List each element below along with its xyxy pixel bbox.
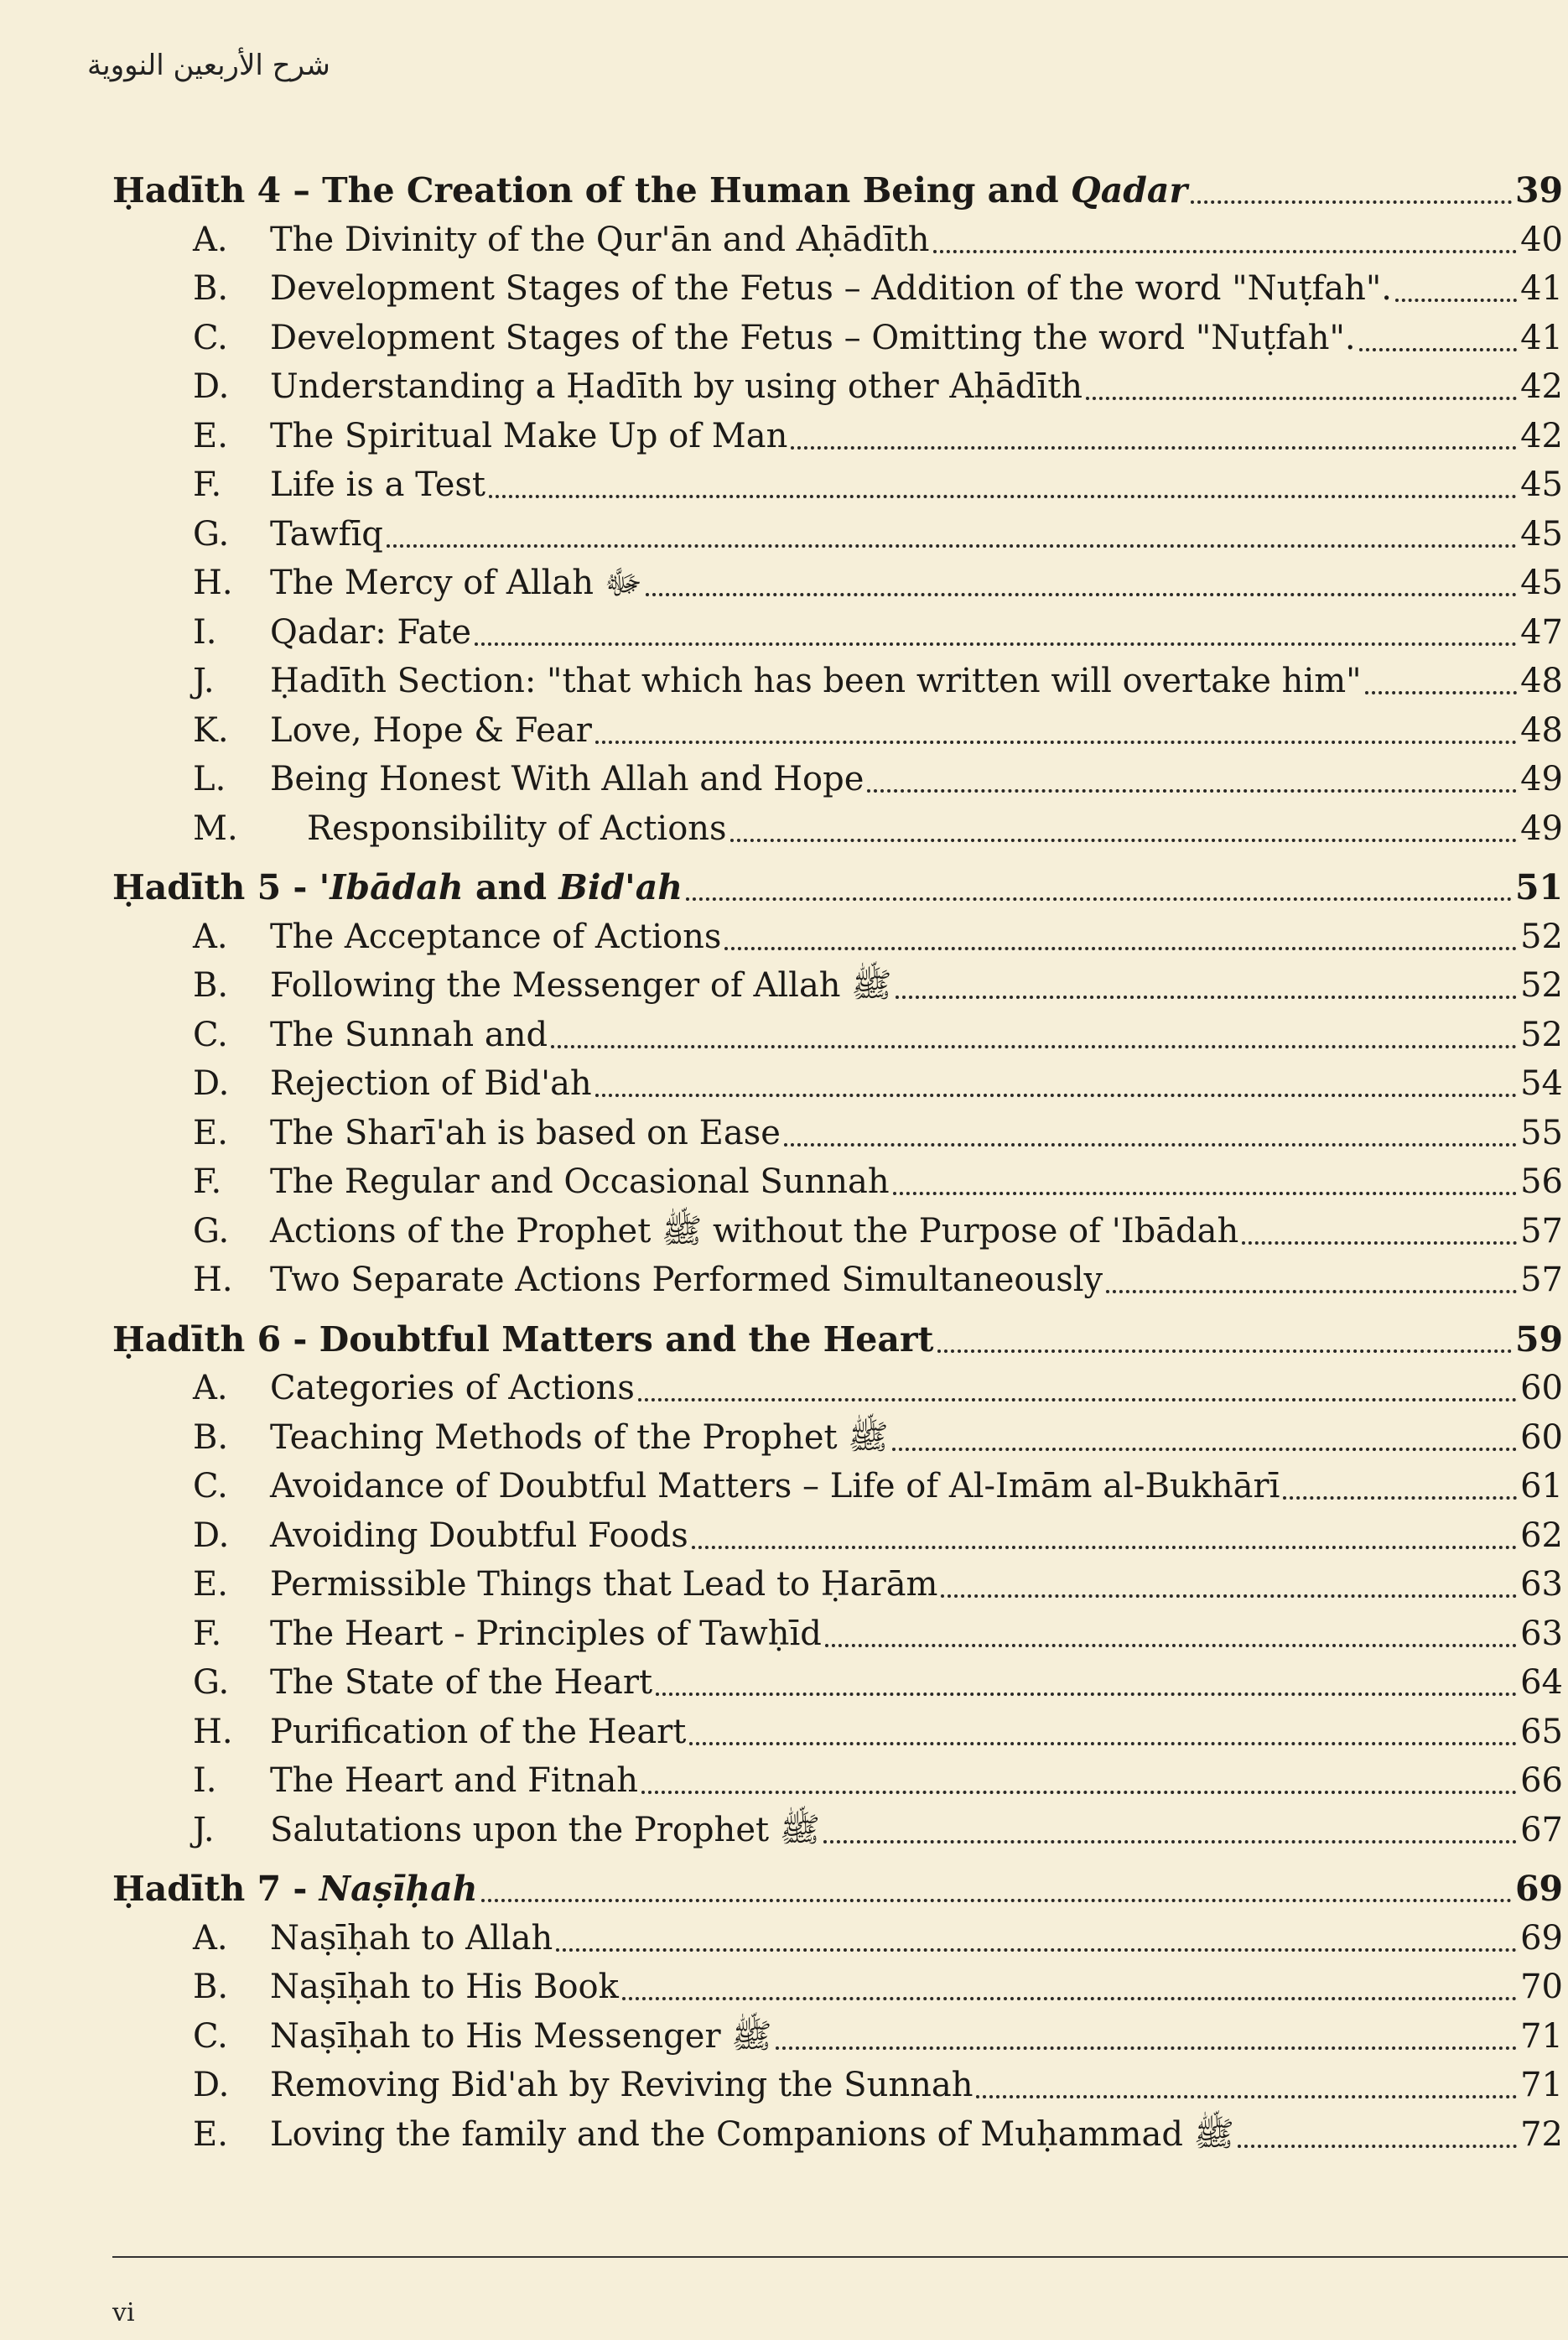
entry-letter: J. [193, 662, 215, 700]
table-of-contents [112, 166, 1563, 2169]
entry-title: The Divinity of the Qur'ān and Aḥādīth [270, 220, 930, 259]
entry-page-number: 63 [1520, 1565, 1563, 1604]
toc-entry [112, 216, 1563, 265]
entry-letter: J. [193, 1810, 215, 1849]
entry-title: Two Separate Actions Performed Simultaneously [270, 1261, 1103, 1299]
entry-title: The State of the Heart [270, 1663, 653, 1702]
toc-entry [112, 362, 1563, 412]
entry-page-number: 42 [1520, 416, 1563, 455]
entry-title: Understanding a Ḥadīth by using other Aḥādīth [270, 367, 1083, 406]
entry-page-number: 65 [1520, 1712, 1563, 1751]
entry-page-number: 57 [1520, 1261, 1563, 1299]
entry-page-number: 49 [1520, 809, 1563, 848]
entry-page-number: 64 [1520, 1663, 1563, 1702]
dot-leader [941, 1594, 1517, 1598]
dot-leader [656, 1693, 1517, 1696]
entry-title: Salutations upon the Prophet ﷺ [270, 1810, 821, 1849]
toc-entry [112, 1413, 1563, 1463]
entry-title: Qadar: Fate [270, 612, 472, 652]
toc-entry [112, 510, 1563, 559]
entry-letter: H. [193, 1261, 233, 1299]
entry-page-number: 57 [1520, 1211, 1563, 1251]
entry-title: Actions of the Prophet ﷺ without the Purpose of 'Ibādah [270, 1211, 1239, 1251]
dot-leader [622, 1997, 1517, 2000]
toc-section [112, 166, 1563, 853]
dot-leader [1395, 299, 1517, 302]
dot-leader [1238, 2145, 1517, 2148]
entry-letter: D. [193, 367, 230, 406]
dot-leader [1191, 200, 1512, 204]
entry-page-number: 52 [1520, 966, 1563, 1005]
section-title-part: and [463, 867, 559, 907]
entry-title: Ḥadīth Section: "that which has been written will overtake him" [270, 662, 1362, 700]
entry-letter: K. [193, 710, 229, 750]
entry-title: Being Honest With Allah and Hope [270, 760, 864, 798]
toc-entry [112, 559, 1563, 608]
page-number: vi [112, 2298, 135, 2327]
entry-letter: E. [193, 1565, 228, 1604]
entry-page-number: 60 [1520, 1417, 1563, 1457]
dot-leader [1283, 1496, 1517, 1500]
entry-title: Loving the family and the Companions of Muḥammad ﷺ [270, 2114, 1234, 2154]
entry-title: Naṣīḥah to His Messenger ﷺ [270, 2016, 772, 2056]
toc-entry [112, 2110, 1563, 2160]
dot-leader [1242, 1241, 1517, 1245]
dot-leader [776, 2046, 1517, 2050]
entry-letter: F. [193, 1614, 222, 1653]
toc-entry [112, 460, 1563, 510]
entry-title: The Mercy of Allah ﷻ [270, 564, 642, 602]
entry-letter: E. [193, 2114, 228, 2154]
dot-leader [791, 446, 1517, 450]
entry-title: Development Stages of the Fetus – Omitting the word "Nuṭfah". [270, 318, 1356, 357]
entry-title: The Acceptance of Actions [270, 917, 722, 956]
entry-page-number: 45 [1520, 465, 1563, 504]
section-heading [112, 166, 1563, 216]
dot-leader [641, 1791, 1517, 1794]
toc-entry [112, 961, 1563, 1011]
entry-letter: A. [193, 1369, 228, 1407]
entry-letter: D. [193, 1064, 230, 1103]
toc-entry [112, 1708, 1563, 1757]
section-title-part: Naṣīḥah [319, 1869, 478, 1909]
entry-letter: D. [193, 2066, 230, 2104]
entry-title: Avoiding Doubtful Foods [270, 1516, 688, 1555]
toc-entry [112, 608, 1563, 658]
entry-title: Love, Hope & Fear [270, 710, 592, 750]
entry-letter: F. [193, 465, 222, 504]
toc-entry [112, 1806, 1563, 1855]
section-heading [112, 1864, 1563, 1914]
entry-title: The Sunnah and [270, 1015, 548, 1054]
entry-letter: H. [193, 1712, 233, 1751]
toc-entry [112, 1364, 1563, 1413]
section-title-part: Ḥadīth 4 – The Creation of the Human Being and [112, 170, 1071, 211]
entry-page-number: 49 [1520, 760, 1563, 798]
toc-entry [112, 1914, 1563, 1963]
entry-letter: B. [193, 269, 229, 308]
entry-letter: A. [193, 917, 228, 956]
toc-entry [112, 1207, 1563, 1256]
dot-leader [867, 789, 1517, 793]
dot-leader [976, 2095, 1517, 2098]
entry-title: Life is a Test [270, 465, 485, 504]
toc-entry [112, 1963, 1563, 2012]
dot-leader [689, 1742, 1517, 1745]
running-head: شرح الأربعين النووية [87, 49, 330, 82]
entry-letter: M. [193, 809, 238, 848]
entry-page-number: 71 [1520, 2016, 1563, 2056]
entry-title: Naṣīḥah to Allah [270, 1918, 553, 1958]
entry-letter: A. [193, 220, 228, 259]
toc-entry [112, 1462, 1563, 1511]
dot-leader [1359, 348, 1517, 351]
entry-page-number: 60 [1520, 1369, 1563, 1407]
entry-letter: C. [193, 318, 228, 357]
section-title-part: Qadar [1070, 170, 1188, 211]
section-heading [112, 1315, 1563, 1365]
toc-entry [112, 1658, 1563, 1708]
toc-entry [112, 657, 1563, 706]
section-page-number: 39 [1514, 170, 1563, 211]
entry-page-number: 45 [1520, 514, 1563, 554]
entry-page-number: 71 [1520, 2066, 1563, 2104]
entry-title: Rejection of Bid'ah [270, 1064, 592, 1103]
entry-title: Removing Bid'ah by Reviving the Sunnah [270, 2066, 974, 2104]
toc-entry [112, 412, 1563, 461]
dot-leader [646, 593, 1517, 596]
section-page-number: 59 [1514, 1318, 1563, 1360]
entry-page-number: 54 [1520, 1064, 1563, 1103]
entry-letter: B. [193, 1968, 229, 2006]
entry-title: The Sharī'ah is based on Ease [270, 1113, 781, 1152]
section-page-number: 51 [1514, 867, 1563, 907]
entry-letter: E. [193, 416, 228, 455]
toc-entry [112, 804, 1563, 854]
entry-page-number: 48 [1520, 710, 1563, 750]
entry-page-number: 55 [1520, 1113, 1563, 1152]
section-title-part: Bid'ah [558, 867, 683, 907]
toc-entry [112, 2012, 1563, 2062]
entry-page-number: 41 [1520, 269, 1563, 308]
section-title [112, 1864, 478, 1914]
toc-section [112, 863, 1563, 1305]
section-title-part: Ḥadīth 5 - [112, 867, 319, 907]
dot-leader [686, 897, 1512, 901]
dot-leader [1365, 691, 1518, 694]
dot-leader [937, 1349, 1512, 1353]
toc-entry [112, 1756, 1563, 1806]
entry-title: The Heart - Principles of Tawḥīd [270, 1614, 822, 1653]
toc-section [112, 1864, 1563, 2159]
toc-entry [112, 1011, 1563, 1060]
dot-leader [692, 1546, 1517, 1549]
entry-page-number: 62 [1520, 1516, 1563, 1555]
toc-entry [112, 1511, 1563, 1561]
dot-leader [892, 1448, 1517, 1451]
dot-leader [1086, 397, 1517, 400]
entry-page-number: 70 [1520, 1968, 1563, 2006]
section-title [112, 166, 1187, 216]
entry-letter: G. [193, 1211, 230, 1251]
entry-page-number: 42 [1520, 367, 1563, 406]
entry-letter: C. [193, 1015, 228, 1054]
dot-leader [784, 1143, 1517, 1147]
entry-page-number: 48 [1520, 662, 1563, 700]
entry-page-number: 52 [1520, 917, 1563, 956]
toc-entry [112, 706, 1563, 756]
dot-leader [933, 250, 1518, 253]
entry-page-number: 66 [1520, 1761, 1563, 1800]
section-title-part: Ḥadīth 6 - Doubtful Matters and the Heart [112, 1318, 934, 1360]
entry-letter: F. [193, 1162, 222, 1201]
entry-page-number: 40 [1520, 220, 1563, 259]
entry-page-number: 63 [1520, 1614, 1563, 1653]
entry-title: The Spiritual Make Up of Man [270, 416, 788, 455]
entry-letter: I. [193, 612, 217, 652]
dot-leader [595, 741, 1517, 744]
toc-entry [112, 2061, 1563, 2110]
entry-title: Avoidance of Doubtful Matters – Life of Al-Imām al-Bukhārī [270, 1467, 1280, 1505]
toc-entry [112, 1157, 1563, 1207]
entry-page-number: 41 [1520, 318, 1563, 357]
entry-page-number: 61 [1520, 1467, 1563, 1505]
entry-letter: B. [193, 966, 229, 1005]
section-title [112, 863, 683, 913]
toc-entry [112, 755, 1563, 804]
dot-leader [896, 996, 1517, 999]
toc-section [112, 1315, 1563, 1855]
entry-letter: L. [193, 760, 226, 798]
entry-title: Teaching Methods of the Prophet ﷺ [270, 1417, 889, 1457]
entry-title: Purification of the Heart [270, 1712, 687, 1751]
dot-leader [489, 495, 1517, 498]
entry-title: The Heart and Fitnah [270, 1761, 639, 1800]
toc-entry [112, 1109, 1563, 1158]
toc-entry [112, 314, 1563, 363]
entry-title: Tawfīq [270, 514, 383, 554]
dot-leader [724, 947, 1517, 950]
dot-leader [556, 1948, 1517, 1952]
dot-leader [730, 839, 1518, 842]
toc-entry [112, 1059, 1563, 1109]
dot-leader [823, 1840, 1517, 1843]
entry-page-number: 45 [1520, 564, 1563, 602]
dot-leader [551, 1045, 1517, 1048]
dot-leader [638, 1398, 1517, 1401]
entry-page-number: 52 [1520, 1015, 1563, 1054]
entry-letter: G. [193, 1663, 230, 1702]
entry-title: Responsibility of Actions [307, 809, 727, 848]
entry-title: The Regular and Occasional Sunnah [270, 1162, 890, 1201]
entry-page-number: 56 [1520, 1162, 1563, 1201]
toc-entry [112, 264, 1563, 314]
entry-letter: I. [193, 1761, 217, 1800]
toc-entry [112, 1560, 1563, 1609]
toc-entry [112, 1256, 1563, 1305]
toc-entry [112, 1609, 1563, 1659]
section-heading [112, 863, 1563, 913]
entry-letter: C. [193, 1467, 228, 1505]
section-title-part: Ḥadīth 7 - [112, 1869, 319, 1909]
entry-letter: C. [193, 2016, 228, 2056]
entry-letter: A. [193, 1918, 228, 1958]
dot-leader [893, 1192, 1517, 1195]
entry-letter: D. [193, 1516, 230, 1555]
dot-leader [387, 544, 1517, 548]
entry-letter: H. [193, 564, 233, 602]
entry-title: Permissible Things that Lead to Ḥarām [270, 1565, 938, 1604]
entry-page-number: 47 [1520, 612, 1563, 652]
section-title-part: 'Ibādah [319, 867, 464, 907]
dot-leader [595, 1094, 1517, 1097]
entry-letter: B. [193, 1417, 229, 1457]
entry-letter: E. [193, 1113, 228, 1152]
section-page-number: 69 [1514, 1869, 1563, 1909]
toc-entry [112, 913, 1563, 962]
entry-title: Following the Messenger of Allah ﷺ [270, 966, 892, 1005]
dot-leader [481, 1899, 1512, 1902]
entry-page-number: 69 [1520, 1918, 1563, 1958]
dot-leader [475, 642, 1517, 646]
entry-page-number: 67 [1520, 1810, 1563, 1849]
entry-title: Development Stages of the Fetus – Addition of the word "Nuṭfah". [270, 269, 1393, 308]
entry-title: Categories of Actions [270, 1369, 635, 1407]
entry-page-number: 72 [1520, 2114, 1563, 2154]
entry-letter: G. [193, 514, 230, 554]
footer-rule [112, 2256, 1568, 2258]
dot-leader [1106, 1290, 1517, 1293]
section-title [112, 1315, 934, 1365]
entry-title: Naṣīḥah to His Book [270, 1968, 619, 2006]
dot-leader [825, 1644, 1517, 1647]
